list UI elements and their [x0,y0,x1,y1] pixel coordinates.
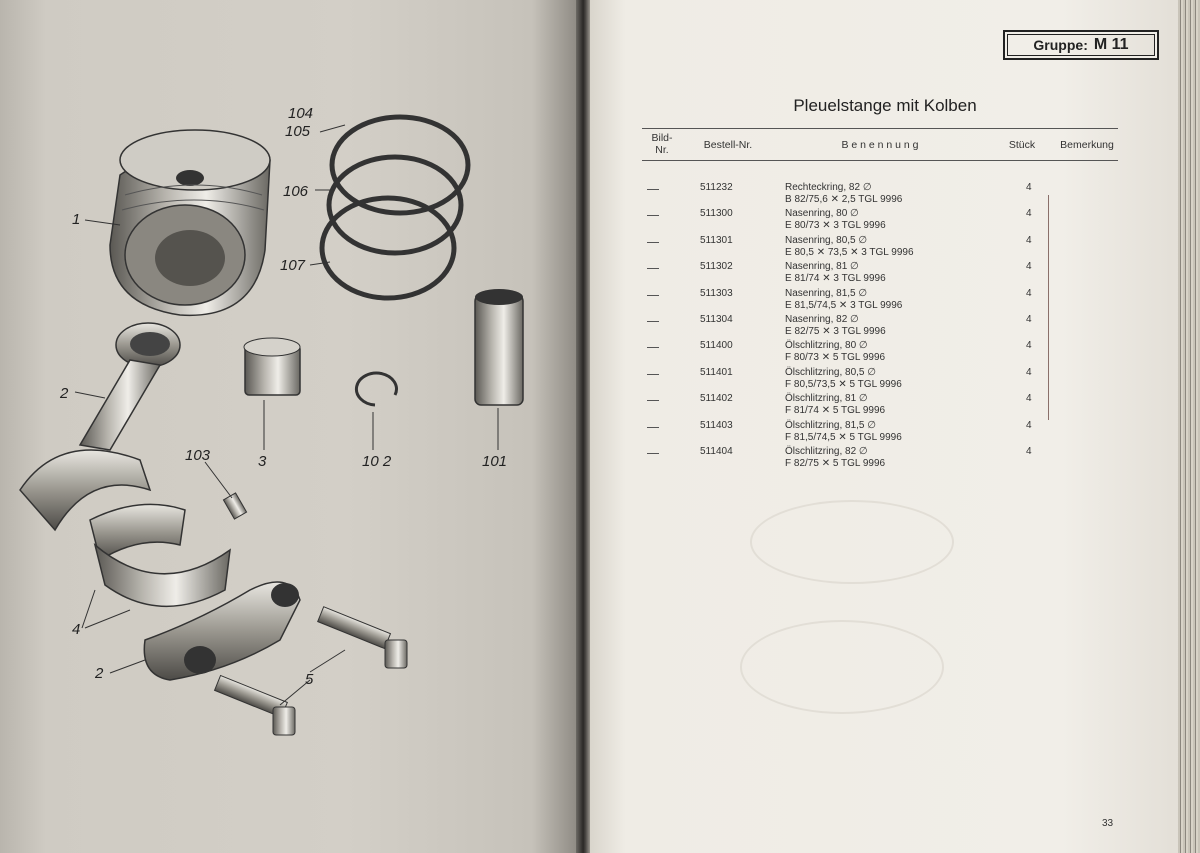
group-code: M 11 [1093,36,1129,53]
callout-104: 104 [288,105,314,122]
benennung-line-1: Nasenring, 80,5 ∅ [785,234,868,246]
benennung-line-1: Rechteckring, 82 ∅ [785,182,872,193]
callout-5: 5 [305,671,314,688]
header-bild-nr: Bild- Nr. [651,132,673,156]
benennung-line-2: F 82/75 ✕ 5 TGL 9996 [785,458,886,469]
callout-105: 105 [285,123,311,140]
bestell-nr: 511401 [700,366,733,378]
bild-nr-dash [647,400,659,401]
benennung-line-1: Nasenring, 82 ∅ [785,314,859,325]
bestell-nr: 511403 [700,419,733,431]
show-through-ring [750,500,954,584]
callout-1: 1 [72,211,81,228]
benennung-line-1: Ölschlitzring, 80,5 ∅ [785,366,876,378]
benennung-line-1: Ölschlitzring, 81 ∅ [785,393,868,405]
benennung-line-1: Nasenring, 81 ∅ [785,261,859,273]
bestell-nr: 511300 [700,208,733,220]
bestell-nr: 511232 [700,182,733,193]
stueck: 4 [1026,446,1032,457]
stueck: 4 [1026,234,1032,246]
bild-nr-dash [647,242,659,243]
bild-nr-dash [647,295,659,296]
table-top-rule [642,128,1118,129]
bild-nr-dash [647,374,659,375]
dowel-pin [223,493,246,519]
connecting-rod [20,323,180,530]
benennung-line-2: F 81/74 ✕ 5 TGL 9996 [785,405,886,417]
bild-nr-dash [647,189,659,190]
bestell-nr: 511400 [700,340,733,352]
bild-nr-dash [647,347,659,348]
callout-4: 4 [72,621,81,638]
circlip [356,373,396,405]
benennung-line-2: F 80,5/73,5 ✕ 5 TGL 9996 [785,378,902,390]
stueck: 4 [1026,261,1032,273]
stueck: 4 [1026,182,1032,193]
callout-2-cap: 2 [95,665,104,682]
benennung-line-2: B 82/75,6 ✕ 2,5 TGL 9996 [785,194,903,205]
benennung-line-1: Ölschlitzring, 81,5 ∅ [785,419,876,431]
header-bestell-nr: Bestell-Nr. [703,139,753,151]
page-stack-edge [1178,0,1200,853]
show-through-ring [740,620,944,714]
stueck: 4 [1026,287,1032,299]
bestell-nr: 511304 [700,314,733,325]
stueck: 4 [1026,208,1032,220]
bild-nr-dash [647,453,659,454]
benennung-line-2: E 81,5/74,5 ✕ 3 TGL 9996 [785,299,903,311]
bestell-nr: 511302 [700,261,733,273]
header-benennung: B e n e n n u n g [841,139,919,151]
callout-101: 101 [482,453,508,470]
wrist-pin [475,289,523,405]
header-bemerkung: Bemerkung [1060,139,1114,151]
callout-106: 106 [283,183,309,200]
callout-107: 107 [280,257,306,274]
remark-bracket-line [1048,195,1049,420]
benennung-line-2: F 81,5/74,5 ✕ 5 TGL 9996 [785,431,902,443]
callout-2-rod: 2 [60,385,69,402]
bestell-nr: 511301 [700,234,733,246]
page-number: 33 [1102,818,1114,829]
stueck: 4 [1026,366,1032,378]
bild-nr-dash [647,427,659,428]
benennung-line-1: Ölschlitzring, 80 ∅ [785,340,868,352]
callout-3: 3 [258,453,267,470]
bestell-nr: 511402 [700,393,733,405]
stueck: 4 [1026,314,1032,325]
piston [110,130,270,315]
benennung-line-1: Ölschlitzring, 82 ∅ [785,446,868,457]
benennung-line-1: Nasenring, 80 ∅ [785,208,859,220]
benennung-line-2: E 81/74 ✕ 3 TGL 9996 [785,273,886,285]
callout-103: 103 [185,447,211,464]
exploded-parts-drawing [0,0,578,853]
small-end-bushing [244,338,300,395]
stueck: 4 [1026,419,1032,431]
group-label-box [1003,30,1159,60]
page-title: Pleuelstange mit Kolben [793,96,977,115]
benennung-line-2: E 82/75 ✕ 3 TGL 9996 [785,326,886,337]
bild-nr-dash [647,215,659,216]
header-stueck: Stück [1008,139,1036,151]
left-page [0,0,578,853]
bestell-nr: 511404 [700,446,733,457]
table-header-rule [642,160,1118,161]
benennung-line-2: F 80/73 ✕ 5 TGL 9996 [785,352,886,364]
benennung-line-1: Nasenring, 81,5 ∅ [785,287,868,299]
piston-rings [322,117,468,298]
bild-nr-dash [647,321,659,322]
benennung-line-2: E 80/73 ✕ 3 TGL 9996 [785,220,886,232]
callout-102: 10 2 [362,453,392,470]
right-page [590,0,1180,853]
stueck: 4 [1026,393,1032,405]
bestell-nr: 511303 [700,287,733,299]
benennung-line-2: E 80,5 ✕ 73,5 ✕ 3 TGL 9996 [785,246,914,258]
group-label: Gruppe: [1033,37,1088,53]
stueck: 4 [1026,340,1032,352]
bild-nr-dash [647,268,659,269]
bearing-shells [90,504,230,606]
